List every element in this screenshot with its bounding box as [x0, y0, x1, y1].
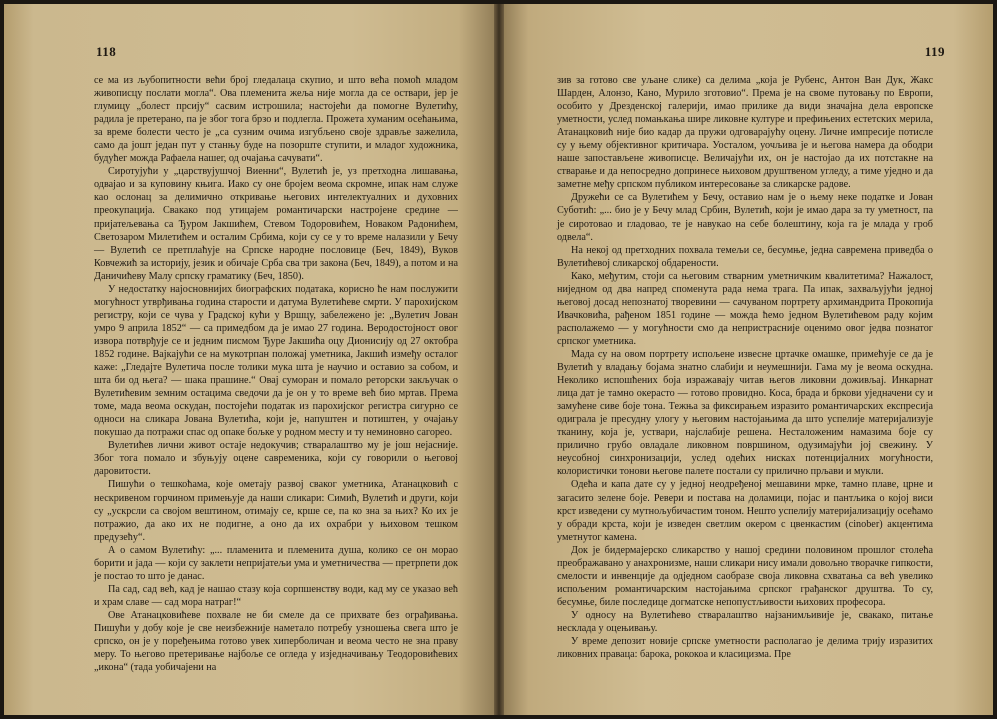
- paragraph: Сиротујући у „царствујушчој Виенни“, Вулетић је, уз претходна лишавања, одвајао и за куповину књига. Иако су оне бројем веома скромне, ипак нам служе као ослонац за делимично откривање његових интелектуалних и духовних преокупација. Свакако под утицајем романтичарски настројене средине — пријатељевања са Ђуром Јакшићем, Стевом Тодоровићем, Новаком Радонићем, Светозаром Милетићем и осталим Србима, који су се у то време налазили у Бечу — Вулетић се претплаћује на Српске народне пословице (Беч, 1849), Вуков Ковчежић за историју, језик и обичаје Срба сва три закона (Беч, 1849), а потом и на Даничићеву Малу српску граматику (Беч, 1850).: [94, 166, 458, 282]
- paragraph: У недостатку најосновнијих биографских података, корисно ће нам послужити могућност утврђивања година старости и датума Вулетићеве смрти. У парохијском регистру, који се чува у Градској кући у Вршцу, забележено је: „Вулетич Јован умро 9 априла 1852“ — са примедбом да је имао 27 година. Веродостојност овог извора потврђује се и једним писмом Ђуре Јакшића оцу Дионисију од 27 октобра 1852 године. Вајкајући се на мукотрпан положај уметника, Јакшић између осталог каже: „Гледајте Вулетича после толики мука шта је научио и оставио за собом, и шта би од њега? — шака прашине.“ Овај суморан и помало реторски закључак о Вулетићевим земним остацима сведочи да је он у то време већ био мртав. Према томе, мада веома оскудан, постојећи податак из парохијског регистра сигурно се односи на сликара Јована Вулетића, који је, напуштен и потиштен, у очајању покушао да потражи спас од опаке бољке у родном месту и ту неминовно сагорео.: [94, 283, 458, 439]
- page-number-left: 118: [96, 44, 117, 59]
- paragraph: У односу на Вулетићево стваралаштво најзанимљивије је, свакако, питање несклада у оцењивању.: [557, 609, 933, 634]
- right-page-text: [557, 74, 933, 661]
- book-spread: [4, 4, 993, 715]
- paragraph: зив за готово све уљане слике) са делима „која је Рубенс, Антон Ван Дук, Жакс Шарден, Алонзо, Кано, Мурило зготовио“. Према је на своме путовању по Европи, особито у Дрезденској галерији, имао прилике да види значајна дела европске уметности, услед помањкања шире ликовне културе и префињених естетских мерила, Атанацковић није био кадар да пружи одговарајућу оцену. Личне импресије потисле су у њему објективног критичара. Уосталом, уочљива је и његова намера да ободри наше запостављене живописце. Величајући их, он је настојао да их потстакне на стварање и да непосредно допринесе њиховом друштвеном угледу, а тиме уједно и да заметне међу српском публиком интересовање за сликарске радове.: [557, 75, 933, 191]
- page-number-right: 119: [924, 44, 945, 59]
- paragraph: Вулетићев лични живот остаје недокучив; стваралаштво му је још нејасније. Због тога помало и збуњују оцене савременика, који су говорили о његовој даровитости.: [94, 440, 458, 478]
- left-page: [4, 4, 498, 715]
- paragraph: Пишући о тешкоћама, које ометају развој сваког уметника, Атанацковић с нескривеном горчином примењује да наши сликари: Симић, Вулетић и други, који су „ускрсли са својом вештином, отимају се, крше се, па ко зна за њих? Ко их је потражио, да ако их не подигне, а оно да их охрабри у њиховом тешком предузећу“.: [94, 479, 458, 543]
- paragraph: Како, међутим, стоји са његовим стварним уметничким квалитетима? Нажалост, ниједном од два напред споменута рада нема трага. Па ипак, захваљујући једној његовој досад непознатој творевини — сачуваном портрету архимандрита Прокопија Ивачковића, рађеном 1851 године — можда ћемо једном Вулетићевом раду којим располажемо — у могућности смо да непристрасније оценимо овог једва познатог српског уметника.: [557, 270, 933, 347]
- paragraph: Мада су на овом портрету испољене извесне цртачке омашке, примећује се да је Вулетић у владању бојама знатно слабији и неумешнији. Гама му је веома оскудна. Неколико испошћених боја изражавају читав његов ликовни доживљај. Инкарнат лица дат је тамно окерасто — готово провидно. Коса, брада и бркови уједначени су и замућене сиве боје тона. Тежња за фиксирањем изразито романтичарских експресија одиграла је пресудну улогу у његовим настојањима да што успелије материјализује тканину, која је, уствари, најслабије решена. Несталоженим намазима боје су прилично грубо овладале ликовном површином, одузимајући јој свежину. У неусобној синхронизацији, услед одећих нисках потенцијалних могућности, колористички тонови његове палете постали су прилично прљави и мукли.: [557, 348, 933, 478]
- paragraph: А о самом Вулетићу: „... пламенита и племенита душа, колико се он морао борити и јада — који су заклети непријатељи ума и уметничества — претрпети док је постао то што је данас.: [94, 544, 458, 582]
- left-page-text: [94, 74, 458, 674]
- paragraph: Дружећи се са Вулетићем у Бечу, оставио нам је о њему неке податке и Јован Суботић: „... био је у Бечу млад Србин, Вулетић, који је имао дара за ту уметност, па је сиротовао и гладовао, те је навукао на себе болештину, која га је млада у гроб одвела“.: [557, 192, 933, 243]
- right-page: [499, 4, 993, 715]
- paragraph: На некој од претходних похвала темељи се, бесумње, једна савремена приведба о Вулетићевој сликарској обдарености.: [557, 244, 933, 269]
- paragraph: Па сад, сад већ, кад је нашао стазу која сорпшенству води, кад му се указао већ и храм славе — сад мора натраг!“: [94, 583, 458, 608]
- paragraph: У време депозит новије српске уметности располагао је делима трију изразитих ликовних праваца: барока, рококоа и класицизма. Пре: [557, 636, 933, 661]
- paragraph: се ма из љубопитности већи број гледалаца скупио, и што већа помоћ младом живописцу послати могла“. Ова племенита жеља није могла да се оствари, јер је глумицу „болест прсију“ сасвим истрошила; настојећи да помогне Вулетићу, радила је претерано, па је због тога брзо и подлегла. Прожета хуманим осећањима, за време болести често је „са сузним очима изгубљено своје здравље зажелила, само да јошт један пут у станњу буде на позорште ступити, и младог художника, будућег можда Рафаела нашег, од очајања сачувати“.: [94, 75, 458, 165]
- paragraph: Ове Атанацковићеве похвале не би смеле да се прихвате без ограђивања. Пишући у добу које је све неизбежније наметало потребу узношења свега што је српско, он је у поређењима готово увек хиперболичан и веома често не зна праву меру. То његово претеривање најбоље се огледа у изједначивању Теодоровићевих „икона“ (тада уобичајени на: [94, 609, 458, 674]
- paragraph: Док је бидермајерско сликарство у нашој средини половином прошлог столећа преображавано у анахронизме, наши сликари нису имали довољно творачке гипкости, смелости и инвенције да одједном саобразе своја ликовна схватања са већ увелико испољеним романтичарским настојањима српског грађанског друштва. То су, бесумње, биле последице догматске непопустљивости њихових професора.: [557, 544, 933, 608]
- book-gutter: [494, 4, 504, 715]
- paragraph: Одећа и капа дате су у једној неодређеној мешавини мрке, тамно плаве, црне и загасито зелене боје. Ревери и постава на доламици, појас и пантљика о којој виси крст изведени су мутнољубичастим тоном. Нешто успелију материјализацију осећамо у обради крста, који је изведен светлим окером с цвенкастим (cinober) акцентима уметнутог камена.: [557, 479, 933, 543]
